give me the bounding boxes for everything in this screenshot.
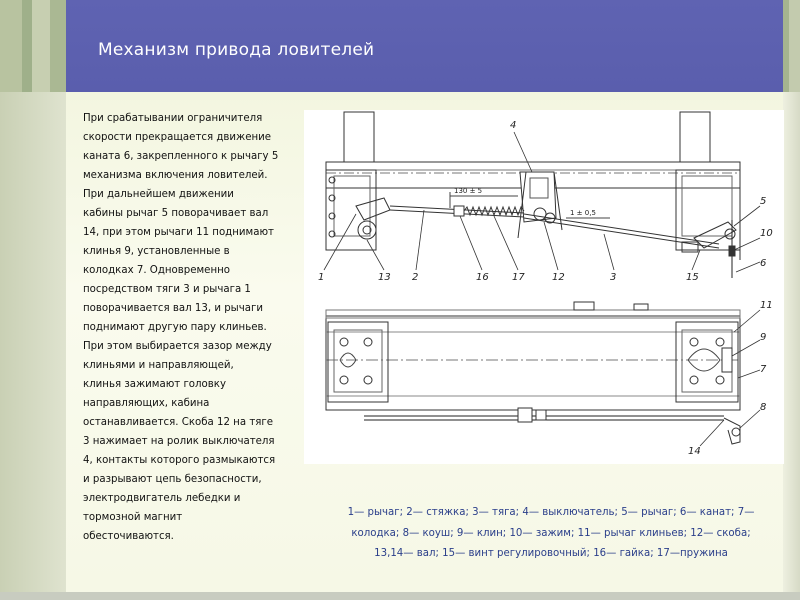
label-3: 3 xyxy=(610,272,617,283)
left-shoe xyxy=(328,322,388,402)
mechanism-drawing xyxy=(304,110,784,464)
rod-3 xyxy=(524,214,719,244)
right-bracket xyxy=(676,170,740,250)
label-2: 2 xyxy=(412,272,419,283)
label-10: 10 xyxy=(760,228,773,239)
description-text: При срабатывании ограничителя скорости прекращается движение каната 6, закрепленного к рычагу 5 механизма включения ловителей. При дальнейшем движении кабины рычаг 5 поворачивает вал 14, при этом рычаги 11 поднимают клинья 9, установленные в колодках 7. Одновременно посредством тяги 3 и рычага 1 поворачивается вал 13, и рычаги поднимают другую пару клиньев. При этом выбирается зазор между клиньями и направляющей, клинья зажимают головку направляющих, кабина останавливается. Скоба 12 на тяге 3 нажимает на ролик выключателя 4, контакты которого размыкаются и разрывают цепь безопасности, электродвигатель лебедки и тормозной магнит обесточиваются. xyxy=(83,113,279,542)
label-16: 16 xyxy=(476,272,489,283)
label-5: 5 xyxy=(760,196,767,207)
lever-5 xyxy=(694,222,736,248)
left-post xyxy=(344,112,374,162)
bottom-band xyxy=(0,592,800,600)
label-13: 13 xyxy=(378,272,391,283)
label-8: 8 xyxy=(760,402,767,413)
dim-130: 130 ± 5 xyxy=(454,187,483,195)
nut-16 xyxy=(454,206,464,216)
slide-title: Механизм привода ловителей xyxy=(98,40,375,60)
label-4: 4 xyxy=(510,120,517,131)
label-1: 1 xyxy=(318,272,325,283)
label-17: 17 xyxy=(512,272,525,283)
legend-text: 1— рычаг; 2— стяжка; 3— тяга; 4— выключатель; 5— рычаг; 6— канат; 7— колодка; 8— коуш; 9— клин; 10— зажим; 11— рычаг клиньев; 12— скоба; 13,14— вал; 15— винт регулировочный; 16— гайка; 17—пружина xyxy=(347,507,755,559)
label-7: 7 xyxy=(760,364,767,375)
label-12: 12 xyxy=(552,272,565,283)
right-post xyxy=(680,112,710,162)
wedge-9 xyxy=(722,348,732,372)
label-11: 11 xyxy=(760,300,773,311)
label-15: 15 xyxy=(686,272,699,283)
label-14: 14 xyxy=(688,446,701,457)
clamp-10 xyxy=(729,246,735,256)
lever-1 xyxy=(356,198,390,220)
label-9: 9 xyxy=(760,332,767,343)
dim-1: 1 ± 0,5 xyxy=(570,209,596,217)
label-6: 6 xyxy=(760,258,767,269)
